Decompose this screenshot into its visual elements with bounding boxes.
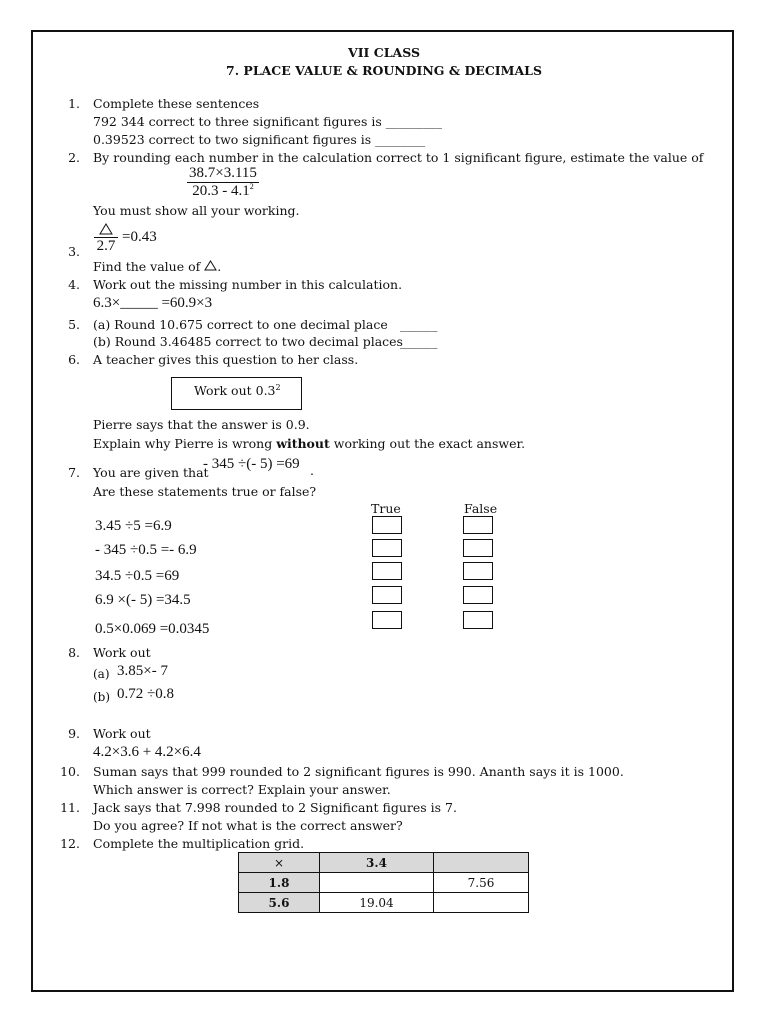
q7-statement-1: 3.45 ÷5 =6.9: [95, 518, 172, 534]
triangle-icon: [204, 259, 217, 274]
q8-text: Work out: [93, 645, 151, 660]
q7-statement-2: - 345 ÷0.5 =- 6.9: [95, 542, 197, 558]
q9-expression: 4.2×3.6 + 4.2×6.4: [93, 744, 201, 760]
q1-number: 1.: [68, 96, 80, 111]
class-title: VII CLASS: [348, 45, 420, 60]
q3-fraction: [94, 220, 118, 255]
false-checkbox-3[interactable]: [463, 562, 493, 580]
q7-statement-4: 6.9 ×(- 5) =34.5: [95, 592, 191, 608]
q9-text: Work out: [93, 726, 151, 741]
q9-number: 9.: [68, 726, 80, 741]
q2-note: You must show all your working.: [93, 203, 300, 218]
grid-col-header: 3.4: [320, 853, 434, 873]
q3-number: 3.: [68, 244, 80, 259]
true-checkbox-1[interactable]: [372, 516, 402, 534]
q12-number: 12.: [60, 836, 80, 851]
q3-text: Find the value of .: [93, 259, 222, 274]
q3-equals: =0.43: [122, 229, 157, 245]
q7-col-true: True: [371, 501, 401, 516]
q11-number: 11.: [60, 800, 80, 815]
q10-line-a: Suman says that 999 rounded to 2 significant figures is 990. Ananth says it is 1000.: [93, 764, 624, 779]
grid-corner-multiply: ×: [239, 853, 320, 873]
triangle-icon: [94, 220, 118, 238]
chapter-title: 7. PLACE VALUE & ROUNDING & DECIMALS: [226, 63, 542, 78]
q4-number: 4.: [68, 277, 80, 292]
q6-number: 6.: [68, 352, 80, 367]
q7-given: - 345 ÷(- 5) =69: [203, 456, 300, 472]
q4-text: Work out the missing number in this calculation.: [93, 277, 403, 292]
q6-text: A teacher gives this question to her class.: [93, 352, 359, 367]
q1-line-a: 792 344 correct to three significant figures is _________: [93, 114, 442, 129]
true-checkbox-5[interactable]: [372, 611, 402, 629]
true-checkbox-3[interactable]: [372, 562, 402, 580]
multiplication-grid: [238, 852, 529, 913]
q8-expression-a: 3.85×- 7: [117, 663, 168, 679]
q8-label-b: (b): [93, 690, 111, 704]
q2-fraction: [187, 165, 259, 200]
q6-box-text: Work out $0.3^2$: [194, 382, 281, 398]
q5-line-b: (b) Round 3.46485 correct to two decimal places: [93, 334, 403, 349]
grid-cell: 7.56: [434, 873, 529, 893]
grid-col-header-empty[interactable]: [434, 853, 529, 873]
grid-cell: 19.04: [320, 893, 434, 913]
q5-blank-b: ______: [400, 334, 438, 349]
grid-cell-empty[interactable]: [320, 873, 434, 893]
q11-line-a: Jack says that 7.998 rounded to 2 Significant figures is 7.: [93, 800, 457, 815]
q7-statement-5: 0.5×0.069 =0.0345: [95, 621, 210, 637]
q6-line-a: Pierre says that the answer is 0.9.: [93, 417, 310, 432]
q10-number: 10.: [60, 764, 80, 779]
q8-number: 8.: [68, 645, 80, 660]
q8-expression-b: 0.72 ÷0.8: [117, 686, 174, 702]
false-checkbox-1[interactable]: [463, 516, 493, 534]
grid-row-header-2: 5.6: [239, 893, 320, 913]
q2-denominator: $20.3 - 4.1^2$: [192, 182, 254, 199]
grid-row-header-1: 1.8: [239, 873, 320, 893]
q3-denominator: 2.7: [96, 238, 116, 254]
q1-line-b: 0.39523 correct to two significant figures is ________: [93, 132, 426, 147]
q7-text: You are given that: [93, 465, 209, 480]
q2-text: By rounding each number in the calculation correct to 1 significant figure, estimate the value of: [93, 150, 704, 165]
q7-given-end: .: [310, 463, 314, 478]
q10-line-b: Which answer is correct? Explain your answer.: [93, 782, 391, 797]
false-checkbox-5[interactable]: [463, 611, 493, 629]
grid-cell-empty[interactable]: [434, 893, 529, 913]
q1-text: Complete these sentences: [93, 96, 260, 111]
q7-statement-3: 34.5 ÷0.5 =69: [95, 568, 180, 584]
q2-number: 2.: [68, 150, 80, 165]
false-checkbox-4[interactable]: [463, 586, 493, 604]
q12-text: Complete the multiplication grid.: [93, 836, 305, 851]
true-checkbox-2[interactable]: [372, 539, 402, 557]
q11-line-b: Do you agree? If not what is the correct answer?: [93, 818, 403, 833]
q2-numerator: 38.7×3.115: [189, 165, 257, 181]
q7-number: 7.: [68, 465, 80, 480]
false-checkbox-2[interactable]: [463, 539, 493, 557]
q7-question: Are these statements true or false?: [93, 484, 317, 499]
true-checkbox-4[interactable]: [372, 586, 402, 604]
q6-line-b: Explain why Pierre is wrong without working out the exact answer.: [93, 436, 526, 451]
q5-number: 5.: [68, 317, 80, 332]
q4-expression: 6.3×_____ =60.9×3: [93, 295, 213, 311]
q5-line-a: (a) Round 10.675 correct to one decimal place: [93, 317, 388, 332]
q8-label-a: (a): [93, 667, 110, 681]
q7-col-false: False: [464, 501, 498, 516]
q5-blank-a: ______: [400, 317, 438, 332]
